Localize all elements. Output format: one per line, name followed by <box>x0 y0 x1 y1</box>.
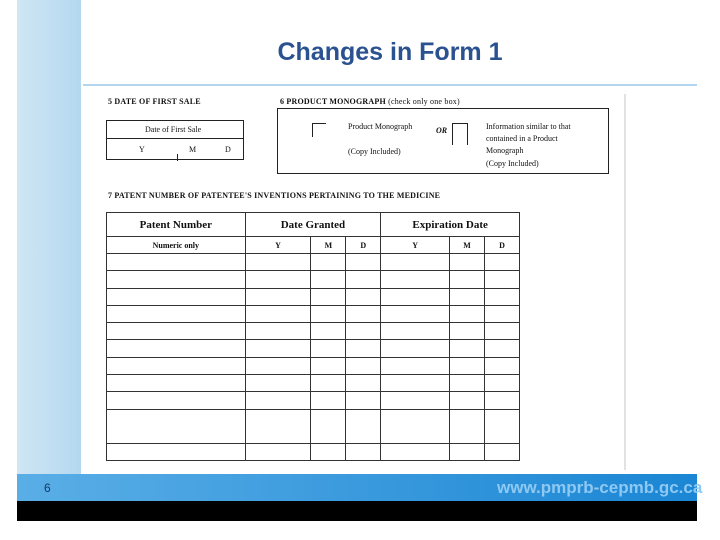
product-monograph-box <box>277 108 609 174</box>
option1-note: (Copy Included) <box>348 147 401 156</box>
subheader-numeric: Numeric only <box>107 237 246 254</box>
similar-info-checkbox[interactable] <box>452 123 468 145</box>
subheader-granted-y: Y <box>245 237 311 254</box>
table-row[interactable] <box>107 305 520 322</box>
option1-label: Product Monograph <box>348 122 413 131</box>
subheader-granted-m: M <box>311 237 346 254</box>
bottom-black-bar <box>17 501 697 521</box>
header-expiration-date: Expiration Date <box>381 213 520 237</box>
header-patent-number: Patent Number <box>107 213 246 237</box>
header-date-granted: Date Granted <box>245 213 381 237</box>
subheader-expiry-d: D <box>485 237 520 254</box>
section7-label: 7 PATENT NUMBER OF PATENTEE'S INVENTIONS PERTAINING TO THE MEDICINE <box>108 191 441 200</box>
year-label: Y <box>139 145 145 154</box>
table-row[interactable] <box>107 288 520 305</box>
subheader-granted-d: D <box>346 237 381 254</box>
option2-line1: Information similar to that <box>486 122 571 131</box>
subheader-expiry-m: M <box>450 237 485 254</box>
form-image <box>100 94 626 470</box>
table-row[interactable] <box>107 271 520 288</box>
table-row[interactable] <box>107 392 520 409</box>
left-decorative-strip <box>17 0 81 500</box>
table-row[interactable] <box>107 357 520 374</box>
option2-line3: Monograph <box>486 146 524 155</box>
patent-table <box>106 212 520 461</box>
option2-note: (Copy Included) <box>486 159 539 168</box>
table-row[interactable] <box>107 340 520 357</box>
monograph-checkbox[interactable] <box>312 123 326 137</box>
first-sale-date-box <box>106 120 244 160</box>
month-label: M <box>189 145 197 154</box>
option2-line2: contained in a Product <box>486 134 558 143</box>
title-divider <box>83 84 697 86</box>
page-number: 6 <box>44 481 51 495</box>
first-sale-box-title: Date of First Sale <box>145 125 202 134</box>
section6-label: 6 PRODUCT MONOGRAPH (check only one box) <box>280 97 460 106</box>
website-url: www.pmprb-cepmb.gc.ca <box>497 478 703 497</box>
day-label: D <box>225 145 231 154</box>
table-row[interactable] <box>107 323 520 340</box>
table-row[interactable] <box>107 409 520 443</box>
table-row[interactable] <box>107 254 520 271</box>
section5-label: 5 DATE OF FIRST SALE <box>108 97 201 106</box>
subheader-expiry-y: Y <box>381 237 450 254</box>
table-row[interactable] <box>107 443 520 460</box>
slide-title: Changes in Form 1 <box>277 38 503 66</box>
table-row[interactable] <box>107 375 520 392</box>
or-label: OR <box>436 126 448 135</box>
